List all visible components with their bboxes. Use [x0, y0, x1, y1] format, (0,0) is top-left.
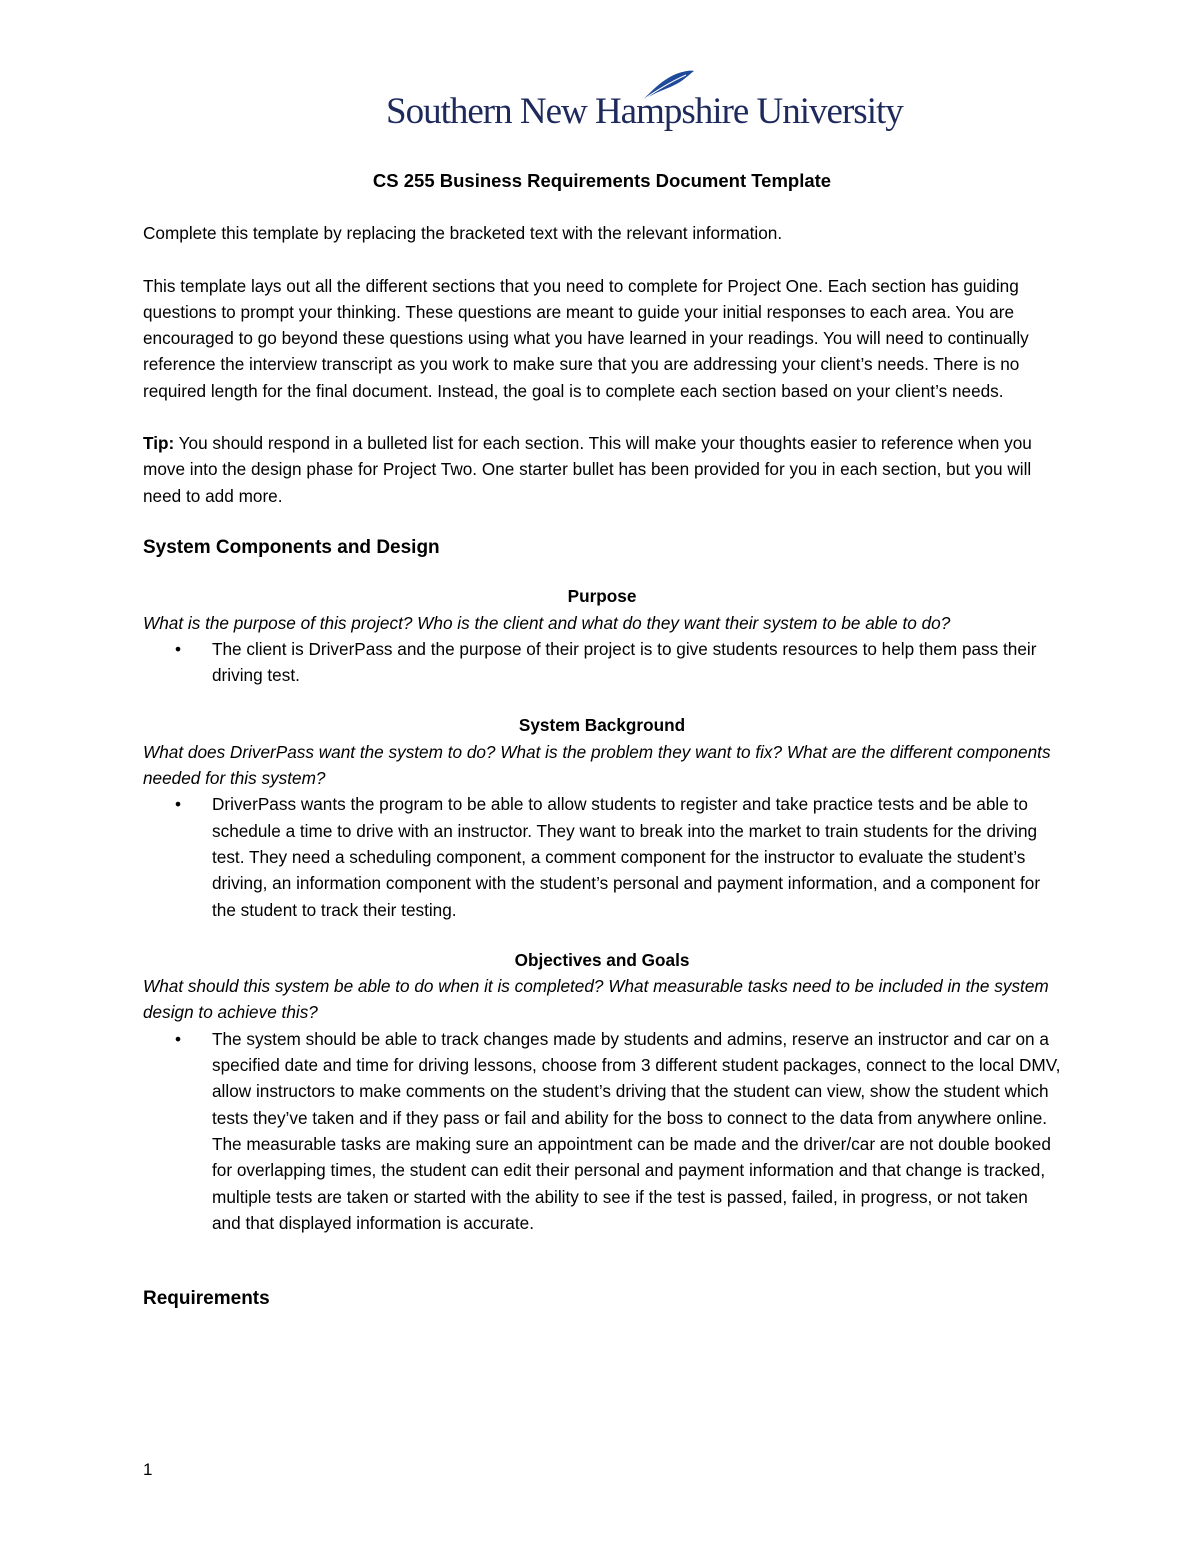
logo-text: Southern New Hampshire University	[386, 91, 903, 132]
list-item	[143, 636, 1061, 689]
subheading-purpose: Purpose	[567, 586, 637, 607]
bullet-list-objectives-goals	[143, 1026, 1061, 1236]
section-heading-system-components: System Components and Design	[143, 536, 440, 558]
document-body	[143, 168, 1061, 1334]
university-logo	[386, 68, 903, 138]
tip-text: You should respond in a bulleted list for each section. This will make your thoughts easier to reference when you move into the design phase for Project Two. One starter bullet has been provided for you in each section, but you will need to add more.	[143, 433, 1032, 506]
section-heading-requirements: Requirements	[143, 1288, 270, 1310]
bullet-icon: •	[175, 794, 182, 815]
tip-label: Tip:	[143, 433, 175, 454]
list-item	[143, 1026, 1061, 1236]
question-purpose: What is the purpose of this project? Who is the client and what do they want their system to be able to do?	[143, 612, 951, 633]
document-title: CS 255 Business Requirements Document Template	[372, 170, 832, 191]
page-number: 1	[143, 1460, 153, 1479]
subheading-system-background: System Background	[518, 715, 686, 736]
bullet-list-purpose	[143, 636, 1061, 689]
bullet-text: The system should be able to track changes made by students and admins, reserve an instructor and car on a specified date and time for driving lessons, choose from 3 different student packages, connect to the local DMV, allow instructors to make comments on the student’s driving that the student can view, show the student which tests they’ve taken and if they pass or fail and ability for the boss to connect to the data from anywhere online. The measurable tasks are making sure an appointment can be made and the driver/car are not double booked for overlapping times, the student can edit their personal and payment information and that change is tracked, multiple tests are taken or started with the ability to see if the test is passed, failed, in progress, or not taken and that displayed information is accurate.	[212, 1028, 1061, 1233]
question-system-background: What does DriverPass want the system to do? What is the problem they want to fix? What are the different components needed for this system?	[143, 741, 1051, 789]
bullet-text: The client is DriverPass and the purpose of their project is to give students resources to help them pass their driving test.	[212, 638, 1037, 686]
bullet-icon: •	[175, 638, 182, 659]
tip-paragraph	[143, 430, 1061, 509]
intro-paragraph: Complete this template by replacing the bracketed text with the relevant information.	[143, 223, 783, 244]
bullet-list-system-background	[143, 791, 1061, 922]
description-paragraph: This template lays out all the different sections that you need to complete for Project One. Each section has guiding questions to prompt your thinking. These questions are meant to guide your initial responses to each area. You are encouraged to go beyond these questions using what you have learned in your readings. You will need to continually reference the interview transcript as you work to make sure that you are addressing your client’s needs. There is no required length for the final document. Instead, the goal is to complete each section based on your client’s needs.	[143, 275, 1029, 401]
bullet-text: DriverPass wants the program to be able to allow students to register and take practice tests and be able to schedule a time to drive with an instructor. They want to break into the market to train students for the driving test. They need a scheduling component, a comment component for the instructor to evaluate the student’s driving, an information component with the student’s personal and payment information, and a component for the student to track their testing.	[212, 794, 1041, 920]
subheading-objectives-goals: Objectives and Goals	[514, 949, 690, 970]
spacer	[143, 1260, 1061, 1286]
bullet-icon: •	[175, 1028, 182, 1049]
list-item	[143, 791, 1061, 922]
question-objectives-goals: What should this system be able to do when it is completed? What measurable tasks need to be included in the system design to achieve this?	[143, 976, 1049, 1023]
